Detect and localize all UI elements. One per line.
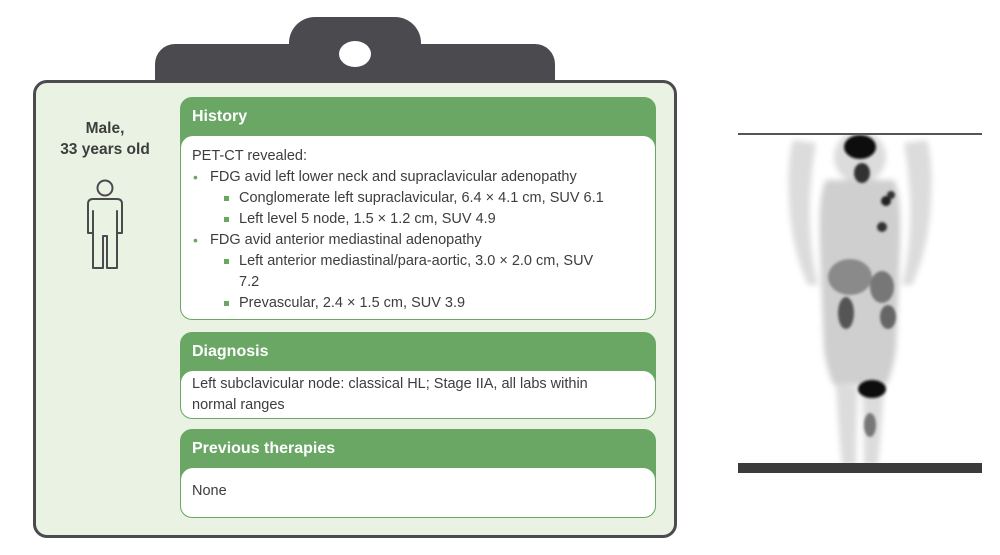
clipboard-hole xyxy=(339,41,371,67)
list-item: Conglomerate left supraclavicular, 6.4 × 4.1 cm, SUV 6.1 xyxy=(192,188,644,209)
history-title: History xyxy=(192,108,248,125)
list-item: • FDG avid left lower neck and supraclavicular adenopathy xyxy=(193,169,577,185)
list-item: Prevascular, 2.4 × 1.5 cm, SUV 3.9 xyxy=(192,293,644,314)
diagnosis-body: Left subclavicular node: classical HL; Stage IIA, all labs within normal ranges xyxy=(181,371,655,419)
history-list xyxy=(192,167,644,314)
patient-sex: Male, xyxy=(85,120,125,137)
pet-mip-illustration xyxy=(738,135,982,465)
history-intro: PET-CT revealed: xyxy=(192,148,307,164)
diagnosis-section xyxy=(180,332,656,419)
diagnosis-title: Diagnosis xyxy=(192,343,269,360)
person-outline-icon xyxy=(82,178,128,270)
history-body xyxy=(181,136,655,320)
patient-age: 33 years old xyxy=(60,141,150,158)
pet-scan-image xyxy=(738,133,982,473)
list-item: • FDG avid anterior mediastinal adenopathy xyxy=(193,232,482,248)
previous-therapies-body: None xyxy=(181,468,655,518)
patient-summary xyxy=(45,118,165,160)
history-section xyxy=(180,97,656,320)
list-item: Left anterior mediastinal/para-aortic, 3.0 × 2.0 cm, SUV 7.2 xyxy=(192,251,644,293)
scan-status-bar xyxy=(738,463,982,473)
list-item: Left level 5 node, 1.5 × 1.2 cm, SUV 4.9 xyxy=(192,209,644,230)
previous-therapies-section xyxy=(180,429,656,518)
previous-therapies-title: Previous therapies xyxy=(192,440,336,457)
